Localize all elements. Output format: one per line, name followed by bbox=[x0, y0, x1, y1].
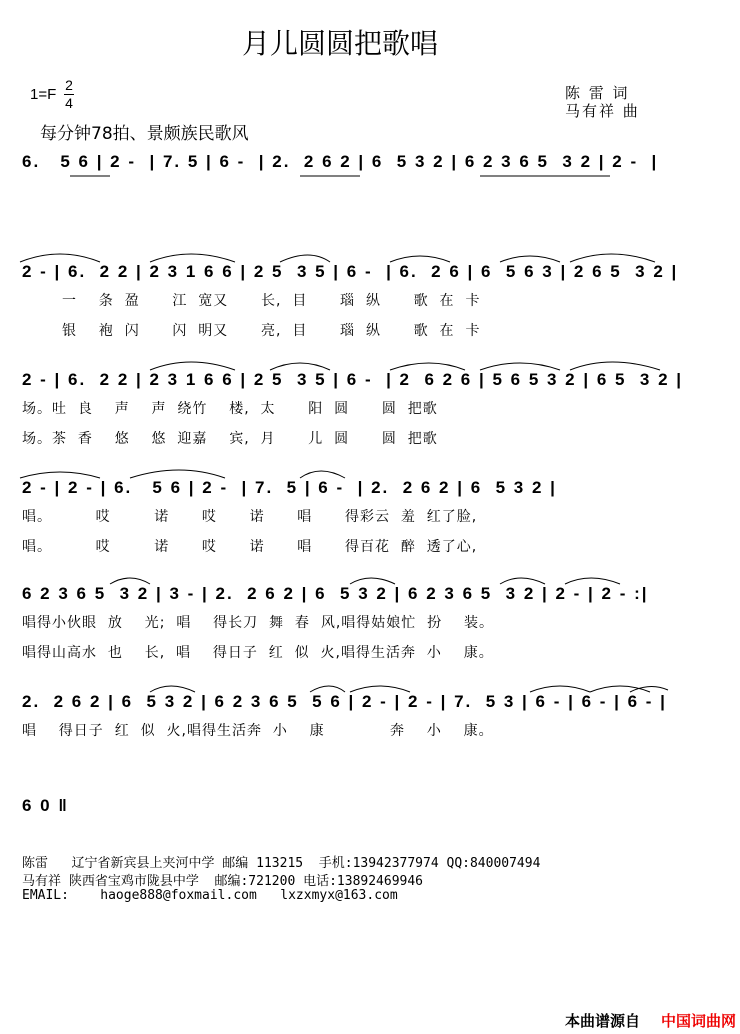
footer-line-2: 马有祥 陕西省宝鸡市陇县中学 邮编:721200 电话:13892469946 bbox=[22, 874, 424, 889]
slur-arc bbox=[350, 578, 395, 584]
slur-arc bbox=[300, 471, 345, 478]
source-label: 本曲谱源自 bbox=[564, 1012, 640, 1030]
lyrics-system-6-verse-1: 唱 得日子 红 似 火,唱得生活奔 小 康 奔 小 康。 bbox=[22, 723, 494, 739]
slur-arc bbox=[130, 470, 225, 478]
slur-arc bbox=[20, 472, 100, 478]
slur-arc bbox=[480, 363, 560, 370]
slur-arc bbox=[590, 686, 650, 692]
slur-arc bbox=[150, 254, 235, 262]
lyrics-system-2-verse-1: 一 条 盈 江 宽又 长, 目 瑙 纵 歌 在 卡 bbox=[62, 293, 481, 309]
slur-arc bbox=[390, 363, 465, 370]
slur-arc bbox=[565, 578, 620, 584]
notation-system-5: 6 2 3 6 5 3 2 | 3 - | 2. 2 6 2 | 6 5 3 2 | 6 2 3 6 5 3 2 | 2 - | 2 - :| bbox=[22, 584, 649, 603]
slur-arc bbox=[150, 686, 195, 692]
notation-system-7: 6 0 ‖ bbox=[22, 796, 69, 815]
slur-arc bbox=[150, 362, 235, 370]
time-signature-bottom: 4 bbox=[65, 95, 73, 111]
notation-system-2: 2 - | 6. 2 2 | 2 3 1 6 6 | 2 5 3 5 | 6 - | 6. 2 6 | 6 5 6 3 | 2 6 5 3 2 | bbox=[22, 262, 679, 281]
notation-system-3: 2 - | 6. 2 2 | 2 3 1 6 6 | 2 5 3 5 | 6 - | 2 6 2 6 | 5 6 5 3 2 | 6 5 3 2 | bbox=[22, 370, 684, 389]
notation-system-6: 2. 2 6 2 | 6 5 3 2 | 6 2 3 6 5 5 6 | 2 - | 2 - | 7. 5 3 | 6 - | 6 - | 6 - | bbox=[22, 692, 667, 711]
lyrics-system-5-verse-2: 唱得山高水 也 长, 唱 得日子 红 似 火,唱得生活奔 小 康。 bbox=[22, 645, 494, 661]
lyrics-system-3-verse-1: 场。吐 良 声 声 绕竹 楼, 太 阳 圆 圆 把歌 bbox=[22, 401, 438, 417]
lyrics-system-3-verse-2: 场。茶 香 悠 悠 迎嘉 宾, 月 儿 圆 圆 把歌 bbox=[22, 431, 438, 447]
lyrics-system-2-verse-2: 银 袍 闪 闪 明又 亮, 目 瑙 纵 歌 在 卡 bbox=[62, 323, 481, 339]
slur-arc bbox=[20, 254, 100, 262]
composer-credit: 马有祥 曲 bbox=[565, 102, 640, 120]
slur-arc bbox=[570, 362, 660, 370]
notation-system-4: 2 - | 2 - | 6. 5 6 | 2 - | 7. 5 | 6 - | 2. 2 6 2 | 6 5 3 2 | bbox=[22, 478, 557, 497]
notation-system-1: 6. 5 6 | 2 - | 7. 5 | 6 - | 2. 2 6 2 | 6 5 3 2 | 6 2 3 6 5 3 2 | 2 - | bbox=[22, 152, 659, 171]
slur-arc bbox=[280, 255, 330, 262]
slur-arc bbox=[110, 578, 150, 584]
tempo-marking: 每分钟78拍、景颇族民歌风 bbox=[40, 124, 249, 144]
page-title: 月儿圆圆把歌唱 bbox=[241, 27, 438, 60]
slur-arc bbox=[570, 254, 655, 262]
slur-arc bbox=[350, 686, 410, 692]
slur-arc bbox=[530, 686, 590, 692]
lyrics-system-5-verse-1: 唱得小伙眼 放 光; 唱 得长刀 舞 春 风,唱得姑娘忙 扮 装。 bbox=[22, 615, 494, 631]
slur-arc bbox=[270, 363, 330, 370]
site-link[interactable]: 中国词曲网 bbox=[660, 1012, 736, 1030]
time-signature-top: 2 bbox=[65, 77, 73, 93]
slur-arc bbox=[500, 578, 545, 584]
slur-arc bbox=[390, 256, 450, 262]
slur-arc bbox=[500, 256, 560, 262]
lyricist-credit: 陈 雷 词 bbox=[565, 84, 630, 102]
lyrics-system-4-verse-1: 唱。 哎 诺 哎 诺 唱 得彩云 羞 红了脸, bbox=[22, 509, 478, 525]
lyrics-system-4-verse-2: 唱。 哎 诺 哎 诺 唱 得百花 醉 透了心, bbox=[22, 539, 478, 555]
key-signature: 1=F bbox=[30, 86, 57, 103]
footer-line-1: 陈雷 辽宁省新宾县上夹河中学 邮编 113215 手机:13942377974 QQ:840007494 bbox=[22, 856, 541, 871]
slur-arc bbox=[310, 686, 345, 692]
footer-line-3: EMAIL: haoge888@foxmail.com lxzxmyx@163.com bbox=[22, 888, 398, 903]
